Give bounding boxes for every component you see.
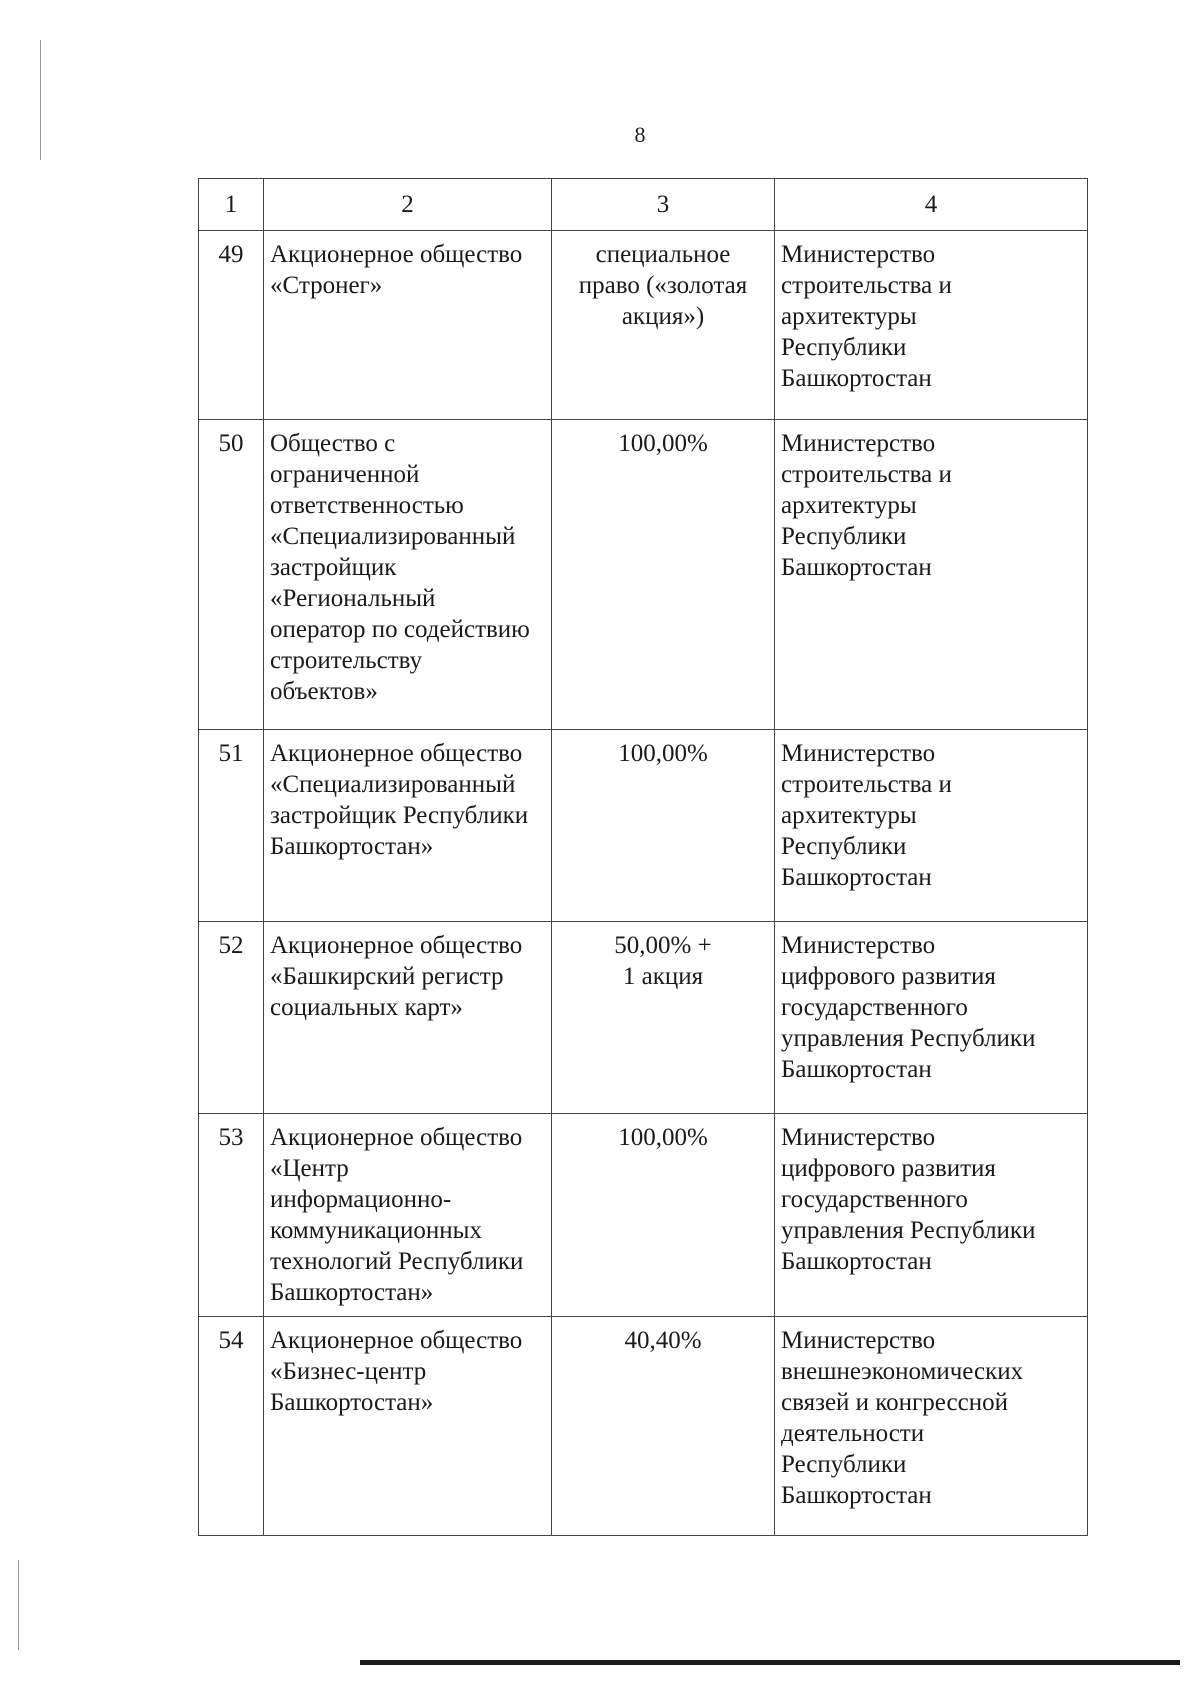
organization-name: Акционерное общество «Бизнес-центр Башкортостан» [264, 1317, 552, 1536]
bottom-scan-rule [360, 1660, 1180, 1665]
row-number: 51 [199, 730, 264, 922]
organization-name: Акционерное общество «Центр информационно- коммуникационных технологий Республики Башкортостан» [264, 1114, 552, 1317]
table-row [199, 231, 1088, 420]
state-share: 40,40% [552, 1317, 775, 1536]
enterprises-table [198, 178, 1088, 1536]
organization-name: Акционерное общество «Башкирский регистр социальных карт» [264, 922, 552, 1114]
column-header-3: 3 [552, 179, 775, 231]
row-number: 52 [199, 922, 264, 1114]
column-header-1: 1 [199, 179, 264, 231]
responsible-ministry: Министерство цифрового развития государственного управления Республики Башкортостан [775, 1114, 1088, 1317]
table-header-row [199, 179, 1088, 231]
table-row [199, 1114, 1088, 1317]
state-share: 100,00% [552, 420, 775, 730]
scan-margin-mark [18, 1560, 19, 1650]
column-header-2: 2 [264, 179, 552, 231]
organization-name: Общество с ограниченной ответственностью «Специализированный застройщик «Региональный оператор по содействию строительству объектов» [264, 420, 552, 730]
responsible-ministry: Министерство строительства и архитектуры Республики Башкортостан [775, 420, 1088, 730]
table-row [199, 922, 1088, 1114]
state-share: 100,00% [552, 730, 775, 922]
row-number: 50 [199, 420, 264, 730]
state-share: 100,00% [552, 1114, 775, 1317]
row-number: 49 [199, 231, 264, 420]
state-share: 50,00% + 1 акция [552, 922, 775, 1114]
table-row [199, 730, 1088, 922]
organization-name: Акционерное общество «Стронег» [264, 231, 552, 420]
responsible-ministry: Министерство цифрового развития государственного управления Республики Башкортостан [775, 922, 1088, 1114]
responsible-ministry: Министерство внешнеэкономических связей и конгрессной деятельности Республики Башкортостан [775, 1317, 1088, 1536]
row-number: 53 [199, 1114, 264, 1317]
table-row [199, 1317, 1088, 1536]
table-row [199, 420, 1088, 730]
row-number: 54 [199, 1317, 264, 1536]
responsible-ministry: Министерство строительства и архитектуры Республики Башкортостан [775, 730, 1088, 922]
state-share: специальное право («золотая акция») [552, 231, 775, 420]
column-header-4: 4 [775, 179, 1088, 231]
responsible-ministry: Министерство строительства и архитектуры Республики Башкортостан [775, 231, 1088, 420]
page-number: 8 [634, 122, 646, 147]
organization-name: Акционерное общество «Специализированный застройщик Республики Башкортостан» [264, 730, 552, 922]
